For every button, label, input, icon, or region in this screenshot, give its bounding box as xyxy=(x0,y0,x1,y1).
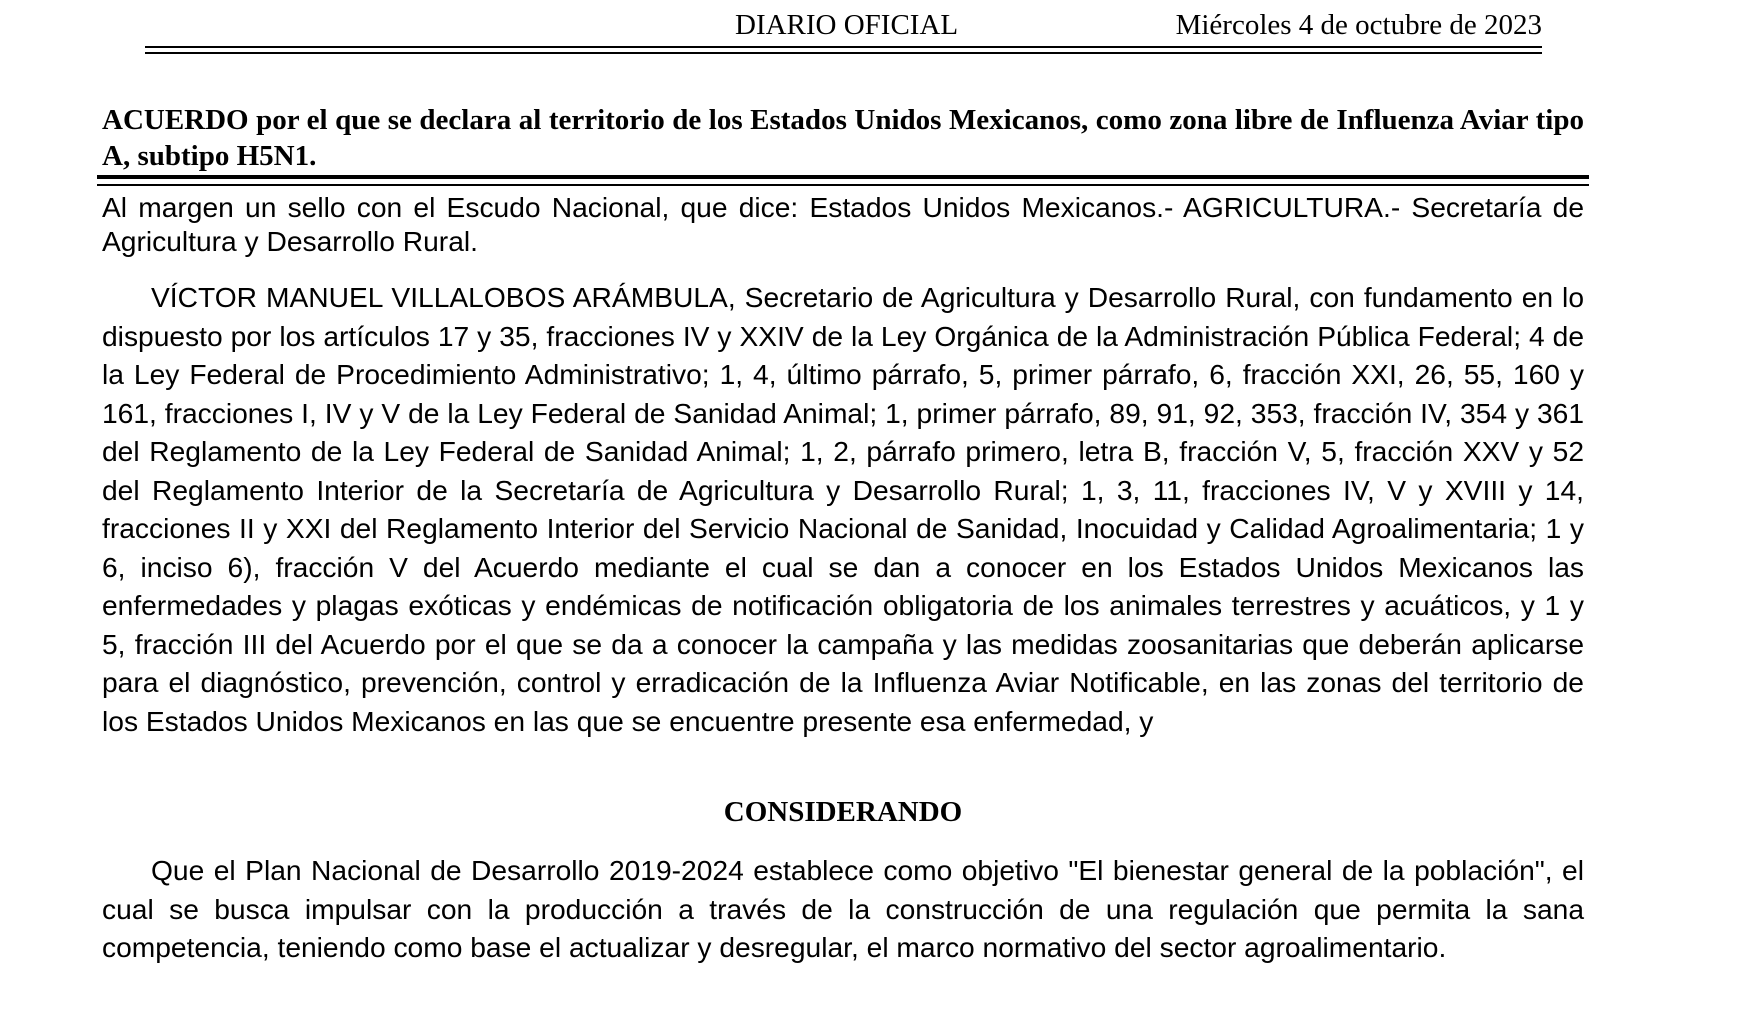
publication-date: Miércoles 4 de octubre de 2023 xyxy=(1175,9,1542,41)
document-title: ACUERDO por el que se declara al territorio de los Estados Unidos Mexicanos, como zona libre de Influenza Aviar tipo A, subtipo H5N1. xyxy=(102,104,1584,172)
publication-name: DIARIO OFICIAL xyxy=(735,9,959,41)
preamble-paragraph: VÍCTOR MANUEL VILLALOBOS ARÁMBULA, Secretario de Agricultura y Desarrollo Rural, con fundamento en lo dispuesto por los artículos 17 y 35, fracciones IV y XXIV de la Ley Orgánica de la Administración Pública Federal; 4 de la Ley Federal de Procedimiento Administrativo; 1, 4, último párrafo, 5, primer párrafo, 6, fracción XXI, 26, 55, 160 y 161, fracciones I, IV y V de la Ley Federal de Sanidad Animal; 1, primer párrafo, 89, 91, 92, 353, fracción IV, 354 y 361 del Reglamento de la Ley Federal de Sanidad Animal; 1, 2, párrafo primero, letra B, fracción V, 5, fracción XXV y 52 del Reglamento Interior de la Secretaría de Agricultura y Desarrollo Rural; 1, 3, 11, fracciones IV, V y XVIII y 14, fracciones II y XXI del Reglamento Interior del Servicio Nacional de Sanidad, Inocuidad y Calidad Agroalimentaria; 1 y 6, inciso 6), fracción V del Acuerdo mediante el cual se dan a conocer en los Estados Unidos Mexicanos las enfermedades y plagas exóticas y endémicas de notificación obligatoria de los animales terrestres y acuáticos, y 1 y 5, fracción III del Acuerdo por el que se da a conocer la campaña y las medidas zoosanitarias que deberán aplicarse para el diagnóstico, prevención, control y erradicación de la Influenza Aviar Notificable, en las zonas del territorio de los Estados Unidos Mexicanos en las que se encuentre presente esa enfermedad, y xyxy=(102,281,1584,737)
considerando-paragraph: Que el Plan Nacional de Desarrollo 2019-2024 establece como objetivo "El bienestar general de la población", el cual se busca impulsar con la producción a través de la construcción de una regulación que permita la sana competencia, teniendo como base el actualizar y desregular, el marco normativo del sector agroalimentario. xyxy=(102,854,1584,963)
section-heading: CONSIDERANDO xyxy=(723,796,963,828)
header-divider xyxy=(145,46,1542,54)
title-divider xyxy=(97,175,1589,186)
margin-note: Al margen un sello con el Escudo Nacional, que dice: Estados Unidos Mexicanos.- AGRICULTURA.- Secretaría de Agricultura y Desarrollo Rural. xyxy=(102,191,1584,257)
page-header xyxy=(145,0,1542,40)
